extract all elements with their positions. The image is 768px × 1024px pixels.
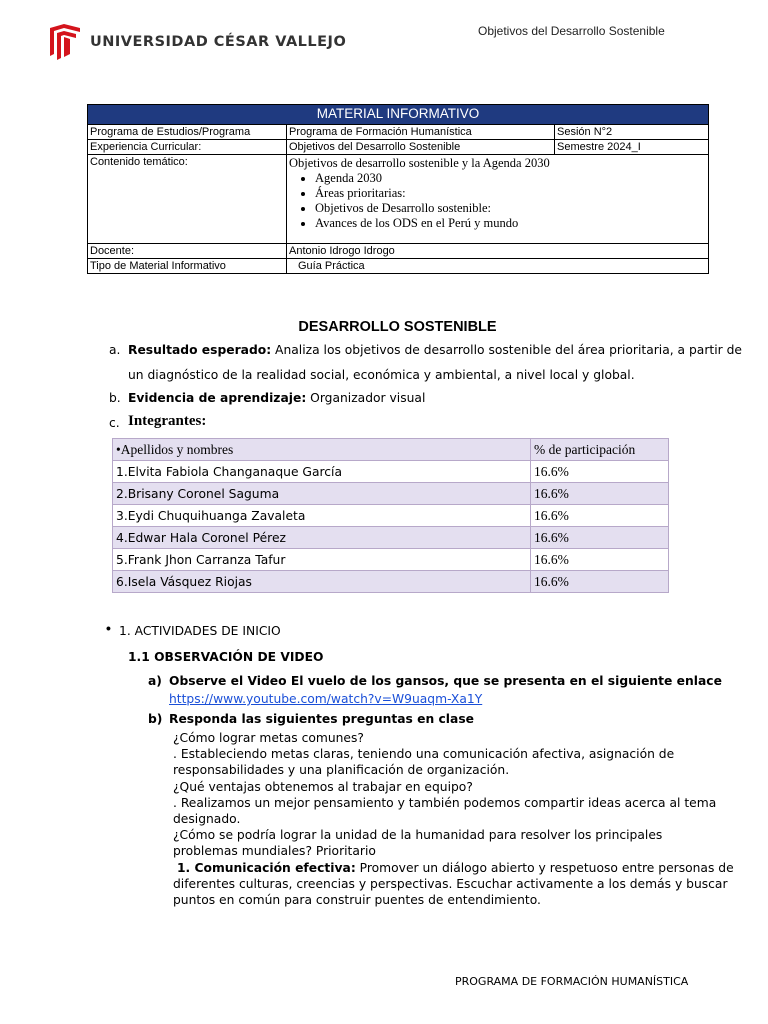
material-info-table: [87, 104, 709, 274]
university-name: UNIVERSIDAD CÉSAR VALLEJO: [90, 34, 347, 50]
member-pct: 16.6%: [531, 483, 669, 505]
bullet-icon: •: [106, 620, 111, 636]
contenido-title: Objetivos de desarrollo sostenible y la Agenda 2030: [289, 156, 550, 170]
experiencia-label: Experiencia Curricular:: [88, 140, 287, 155]
answer-line: problemas mundiales? Prioritario: [173, 844, 376, 859]
member-name: 4.Edwar Hala Coronel Pérez: [113, 527, 531, 549]
docente-value: Antonio Idrogo Idrogo: [287, 244, 709, 259]
evidence-marker: b.: [109, 391, 121, 405]
answer-line: ¿Cómo se podría lograr la unidad de la humanidad para resolver los principales: [173, 828, 663, 843]
member-name: 3.Eydi Chuquihuanga Zavaleta: [113, 505, 531, 527]
university-logo-icon: [48, 24, 82, 60]
evidence-line: [128, 391, 425, 405]
docente-label: Docente:: [88, 244, 287, 259]
answer-line: ¿Cómo lograr metas comunes?: [173, 731, 364, 745]
answer-line: designado.: [173, 812, 241, 827]
activity-b-text: Responda las siguientes preguntas en clase: [169, 712, 474, 726]
member-name: 5.Frank Jhon Carranza Tafur: [113, 549, 531, 571]
members-marker: c.: [109, 416, 120, 430]
answers-block: [173, 730, 734, 908]
activities-heading: 1. ACTIVIDADES DE INICIO: [119, 624, 281, 638]
table-row: [113, 483, 669, 505]
contenido-label: Contenido temático:: [88, 155, 287, 244]
table-row: [113, 571, 669, 593]
members-table: [112, 438, 669, 593]
member-pct: 16.6%: [531, 549, 669, 571]
member-name: 1.Elvita Fabiola Changanaque García: [113, 461, 531, 483]
material-title: MATERIAL INFORMATIVO: [88, 105, 709, 125]
table-row: [113, 549, 669, 571]
evidence-text: Organizador visual: [306, 391, 426, 405]
list-item: • Agenda 2030: [315, 171, 706, 186]
semestre-value: Semestre 2024_I: [555, 140, 709, 155]
list-item: • Objetivos de Desarrollo sostenible:: [315, 201, 706, 216]
member-pct: 16.6%: [531, 461, 669, 483]
expected-result-text: Analiza los objetivos de desarrollo sostenible del área prioritaria, a partir de: [271, 343, 742, 357]
answer-line: ¿Qué ventajas obtenemos al trabajar en equipo?: [173, 779, 473, 794]
table-row: [113, 505, 669, 527]
answer-line: . Realizamos un mejor pensamiento y también podemos compartir ideas acerca al tema: [173, 795, 717, 810]
member-pct: 16.6%: [531, 571, 669, 593]
sesion-value: Sesión N°2: [555, 125, 709, 140]
member-name: 6.Isela Vásquez Riojas: [113, 571, 531, 593]
activity-b-marker: b): [148, 712, 163, 726]
activity-a-marker: a): [148, 674, 162, 688]
video-heading: 1.1 OBSERVACIÓN DE VIDEO: [128, 650, 324, 664]
experiencia-value: Objetivos del Desarrollo Sostenible: [287, 140, 555, 155]
members-label: Integrantes:: [128, 413, 207, 429]
footer-program: PROGRAMA DE FORMACIÓN HUMANÍSTICA: [455, 975, 689, 988]
programa-value: Programa de Formación Humanística: [287, 125, 555, 140]
programa-label: Programa de Estudios/Programa: [88, 125, 287, 140]
member-pct: 16.6%: [531, 527, 669, 549]
effective-line1: [173, 860, 734, 876]
contenido-cell: [287, 155, 709, 244]
tipo-label: Tipo de Material Informativo: [88, 259, 287, 274]
document-subject: Objetivos del Desarrollo Sostenible: [478, 24, 665, 38]
member-name: 2.Brisany Coronel Saguma: [113, 483, 531, 505]
effective-line2: diferentes culturas, creencias y perspectivas. Escuchar activamente a los demás y buscar: [173, 876, 728, 891]
table-row: [113, 461, 669, 483]
header-pct: % de participación: [531, 439, 669, 461]
expected-result-marker: a.: [109, 343, 121, 357]
section-title: DESARROLLO SOSTENIBLE: [298, 319, 497, 335]
expected-result-line2: un diagnóstico de la realidad social, económica y ambiental, a nivel local y global.: [128, 368, 635, 382]
activity-a-text: Observe el Video El vuelo de los gansos, que se presenta en el siguiente enlace: [169, 674, 722, 688]
answer-line: responsabilidades y una planificación de organización.: [173, 763, 510, 778]
answer-line: . Estableciendo metas claras, teniendo una comunicación afectiva, asignación de: [173, 747, 675, 762]
member-pct: 16.6%: [531, 505, 669, 527]
effective-label: 1. Comunicación efectiva:: [177, 860, 356, 875]
expected-result-line1: [128, 343, 742, 357]
tipo-value: Guía Práctica: [287, 259, 709, 274]
list-item: • Avances de los ODS en el Perú y mundo: [315, 216, 706, 231]
table-row: [113, 527, 669, 549]
evidence-label: Evidencia de aprendizaje:: [128, 391, 307, 405]
table-header-row: [113, 439, 669, 461]
header-name: •Apellidos y nombres: [113, 439, 531, 461]
list-item: • Áreas prioritarias:: [315, 186, 706, 201]
expected-result-label: Resultado esperado:: [128, 343, 272, 357]
video-link[interactable]: https://www.youtube.com/watch?v=W9uaqm-Xa1Y: [169, 692, 483, 706]
effective-text: Promover un diálogo abierto y respetuoso entre personas de: [355, 860, 734, 875]
contenido-list: [289, 171, 706, 231]
effective-line3: puntos en común para construir puentes de entendimiento.: [173, 893, 541, 908]
